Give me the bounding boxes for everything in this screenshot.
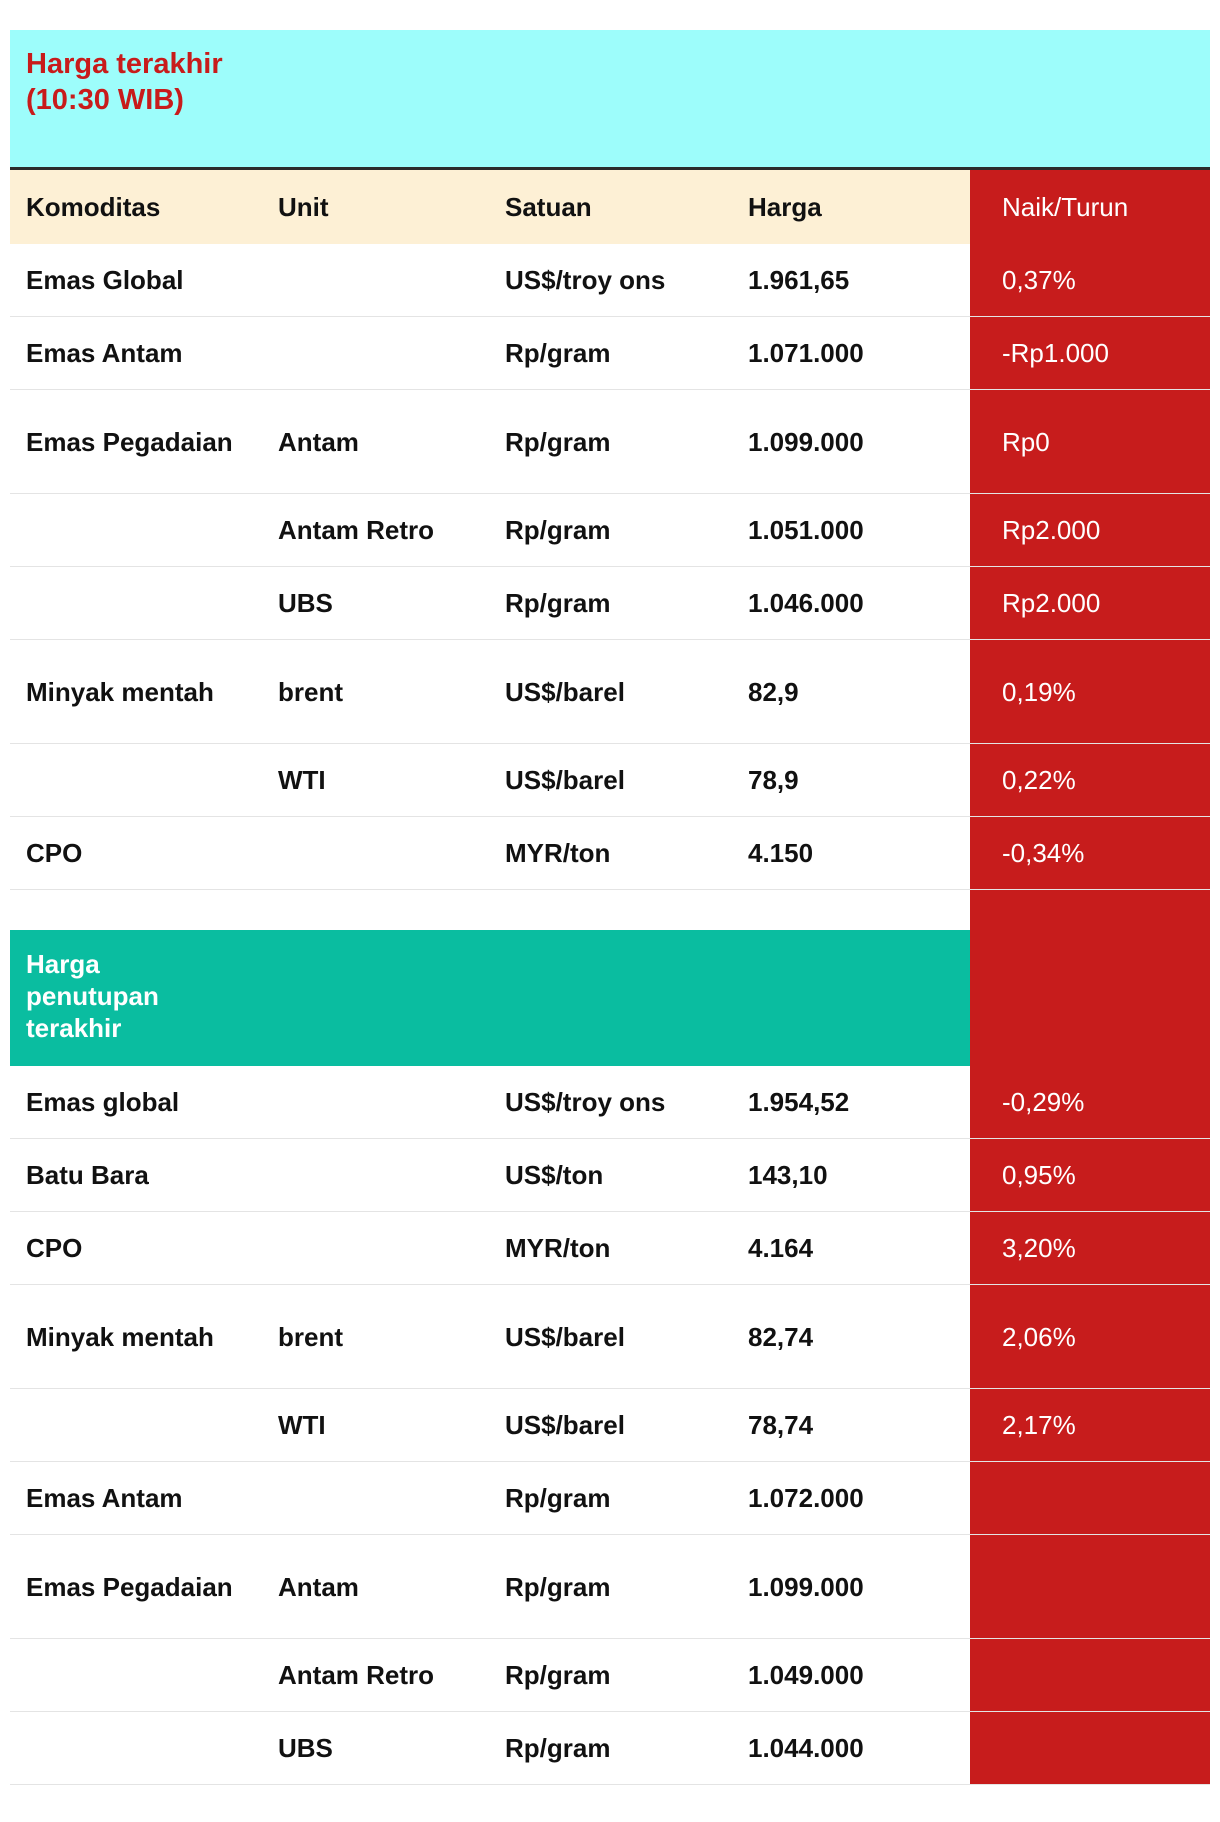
cell-naik-turun: 2,06%: [1002, 1321, 1076, 1352]
cell-unit: Antam Retro: [278, 1660, 435, 1690]
cell-naik-turun: 0,19%: [1002, 676, 1076, 707]
table-row: [10, 1285, 1210, 1389]
cell-harga: 1.961,65: [748, 265, 850, 295]
cell-komoditas: Minyak mentah: [26, 676, 214, 707]
cell-satuan: Rp/gram: [505, 588, 611, 618]
table-row: [10, 1535, 1210, 1639]
cell-unit: brent: [278, 1321, 343, 1352]
cell-satuan: Rp/gram: [505, 1571, 611, 1602]
table-row: [10, 817, 1210, 890]
section-title-text: Harga terakhir (10:30 WIB): [26, 48, 223, 116]
table-row: [10, 640, 1210, 744]
cell-unit: WTI: [278, 1410, 326, 1440]
header-unit: Unit: [278, 192, 329, 222]
section-title-closing: [10, 930, 1210, 1066]
cell-satuan: US$/barel: [505, 1321, 625, 1352]
cell-naik-turun: Rp2.000: [1002, 515, 1101, 545]
table-row: [10, 244, 1210, 317]
cell-unit: [278, 1066, 503, 1138]
closing-prices-body: [10, 1066, 1210, 1785]
cell-harga: 1.044.000: [748, 1733, 864, 1763]
cell-satuan: US$/barel: [505, 676, 625, 707]
header-komoditas: Komoditas: [26, 192, 161, 222]
cell-satuan: US$/troy ons: [505, 265, 666, 295]
section-title-text: Harga penutupan terakhir: [26, 949, 159, 1043]
cell-satuan: US$/troy ons: [505, 1087, 666, 1117]
cell-harga: 1.072.000: [748, 1483, 864, 1513]
cell-naik-turun: -0,29%: [1002, 1087, 1085, 1117]
cell-naik-turun: 3,20%: [1002, 1233, 1076, 1263]
cell-naik-turun: [970, 1462, 1210, 1534]
cell-komoditas: [26, 744, 276, 816]
cell-satuan: US$/barel: [505, 1410, 625, 1440]
cell-harga: 1.954,52: [748, 1087, 850, 1117]
cell-naik-turun: [970, 1639, 1210, 1711]
cell-naik-turun: Rp0: [1002, 426, 1050, 457]
table-row: [10, 1639, 1210, 1712]
cell-harga: 82,9: [748, 676, 799, 707]
section-spacer: [10, 890, 1210, 930]
cell-unit: [278, 244, 503, 316]
cell-satuan: Rp/gram: [505, 1483, 611, 1513]
cell-naik-turun: [970, 1535, 1210, 1638]
cell-satuan: MYR/ton: [505, 838, 611, 868]
cell-harga: 4.150: [748, 838, 814, 868]
cell-satuan: Rp/gram: [505, 426, 611, 457]
cell-naik-turun: 0,37%: [1002, 265, 1076, 295]
cell-harga: 78,9: [748, 765, 799, 795]
latest-prices-body: [10, 244, 1210, 890]
table-row: [10, 390, 1210, 494]
table-row: [10, 1389, 1210, 1462]
cell-satuan: MYR/ton: [505, 1233, 611, 1263]
cell-komoditas: [26, 494, 276, 566]
cell-naik-turun: Rp2.000: [1002, 588, 1101, 618]
column-header-row: [10, 170, 1210, 244]
cell-satuan: US$/ton: [505, 1160, 604, 1190]
cell-harga: 4.164: [748, 1233, 814, 1263]
cell-harga: 82,74: [748, 1321, 814, 1352]
cell-harga: 78,74: [748, 1410, 814, 1440]
cell-harga: 1.046.000: [748, 588, 864, 618]
cell-komoditas: Emas Pegadaian: [26, 426, 233, 457]
cell-komoditas: Emas Pegadaian: [26, 1571, 233, 1602]
header-harga: Harga: [748, 192, 822, 222]
cell-komoditas: CPO: [26, 838, 83, 868]
cell-komoditas: [26, 1389, 276, 1461]
cell-harga: 1.099.000: [748, 426, 864, 457]
cell-unit: Antam: [278, 1571, 359, 1602]
table-row: [10, 567, 1210, 640]
table-row: [10, 1139, 1210, 1212]
cell-unit: Antam Retro: [278, 515, 435, 545]
header-naik-turun: Naik/Turun: [1002, 192, 1129, 222]
naik-turun-column-bg: [970, 890, 1210, 930]
cell-komoditas: Minyak mentah: [26, 1321, 214, 1352]
table-row: [10, 317, 1210, 390]
cell-naik-turun: 2,17%: [1002, 1410, 1076, 1440]
cell-komoditas: Emas Global: [26, 265, 184, 295]
cell-naik-turun: 0,95%: [1002, 1160, 1076, 1190]
cell-komoditas: CPO: [26, 1233, 83, 1263]
cell-naik-turun: [970, 1712, 1210, 1784]
commodity-price-table: [10, 30, 1210, 1785]
cell-komoditas: [26, 1639, 276, 1711]
cell-komoditas: Batu Bara: [26, 1160, 149, 1190]
cell-unit: [278, 1139, 503, 1211]
cell-satuan: Rp/gram: [505, 515, 611, 545]
cell-unit: [278, 317, 503, 389]
header-satuan: Satuan: [505, 192, 592, 222]
cell-naik-turun: 0,22%: [1002, 765, 1076, 795]
cell-unit: UBS: [278, 1733, 333, 1763]
cell-unit: Antam: [278, 426, 359, 457]
cell-unit: UBS: [278, 588, 333, 618]
table-row: [10, 1066, 1210, 1139]
cell-harga: 143,10: [748, 1160, 828, 1190]
cell-komoditas: Emas global: [26, 1087, 180, 1117]
cell-satuan: US$/barel: [505, 765, 625, 795]
table-row: [10, 1462, 1210, 1535]
cell-unit: WTI: [278, 765, 326, 795]
cell-komoditas: Emas Antam: [26, 338, 183, 368]
cell-unit: brent: [278, 676, 343, 707]
cell-naik-turun: -0,34%: [1002, 838, 1085, 868]
cell-unit: [278, 817, 503, 889]
table-row: [10, 1712, 1210, 1785]
cell-unit: [278, 1212, 503, 1284]
table-row: [10, 1212, 1210, 1285]
section-title-latest: [10, 30, 1210, 170]
cell-komoditas: [26, 567, 276, 639]
cell-harga: 1.099.000: [748, 1571, 864, 1602]
cell-satuan: Rp/gram: [505, 1660, 611, 1690]
cell-satuan: Rp/gram: [505, 338, 611, 368]
cell-harga: 1.051.000: [748, 515, 864, 545]
table-row: [10, 494, 1210, 567]
cell-unit: [278, 1462, 503, 1534]
table-row: [10, 744, 1210, 817]
cell-komoditas: Emas Antam: [26, 1483, 183, 1513]
cell-harga: 1.049.000: [748, 1660, 864, 1690]
cell-harga: 1.071.000: [748, 338, 864, 368]
cell-naik-turun: -Rp1.000: [1002, 338, 1109, 368]
cell-satuan: Rp/gram: [505, 1733, 611, 1763]
cell-komoditas: [26, 1712, 276, 1784]
naik-turun-column-bg: [970, 930, 1210, 1066]
